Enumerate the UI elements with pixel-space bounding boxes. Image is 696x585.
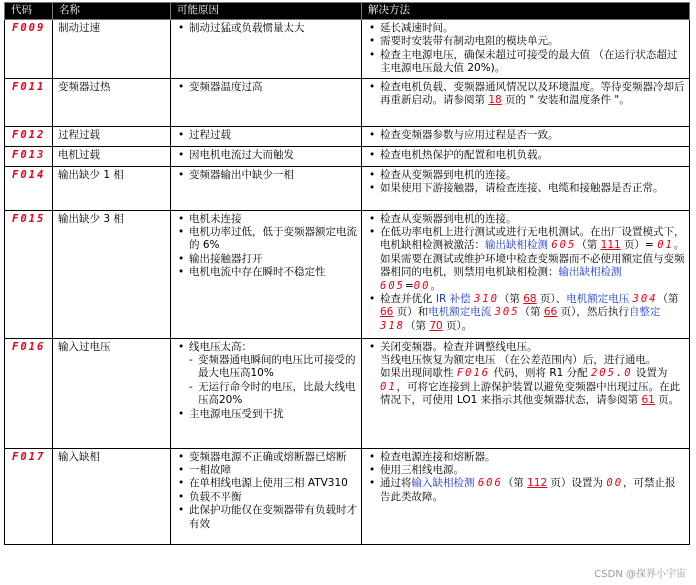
text: （第 bbox=[519, 306, 544, 319]
fault-code-cell bbox=[5, 448, 53, 544]
param-value: 00 bbox=[606, 477, 624, 490]
fault-code-cell bbox=[5, 210, 53, 338]
cause-item: • 负载不平衡 bbox=[176, 491, 357, 504]
table-row bbox=[5, 20, 690, 79]
text: 页）、 bbox=[536, 293, 567, 306]
param-link[interactable]: 自整定 bbox=[628, 306, 661, 319]
table-header bbox=[5, 3, 690, 20]
cause-cell bbox=[171, 78, 362, 126]
fault-code: F009 bbox=[12, 22, 46, 34]
param-code: 305 bbox=[494, 306, 520, 319]
fault-table bbox=[4, 2, 690, 545]
cause-item: • 主电源电压受到干扰 bbox=[176, 408, 357, 421]
solution-item: • 检查主电源电压，确保未超过可接受的最大值 （在运行状态超过主电源电压最大值 20%)。 bbox=[367, 49, 685, 76]
param-code: 205.0 bbox=[590, 367, 633, 380]
cause-item: • 变频器温度过高 bbox=[176, 81, 357, 94]
text: 在低功率电机上进行测试或进行无电机测试。在出厂设置模式下，电机缺相检测被激活： bbox=[380, 226, 685, 252]
text: 再重新启动。请参阅第 bbox=[380, 94, 489, 107]
cause-item: • 在单相线电源上使用三相 ATV310 bbox=[176, 477, 357, 490]
watermark: CSDN @探界小宇宙 bbox=[594, 569, 686, 580]
text: 页。 bbox=[654, 394, 680, 407]
solution-item bbox=[367, 477, 685, 504]
cause-item: • 过程过载 bbox=[176, 129, 357, 142]
page-link[interactable]: 66 bbox=[380, 306, 394, 319]
solution-item: • 关闭变频器。检查并调整线电压。 bbox=[367, 341, 685, 354]
header-code: 代码 bbox=[5, 3, 53, 20]
solution-cell bbox=[362, 338, 690, 448]
solution-item: • 如果使用下游接触器，请检查连接、电缆和接触器是否正常。 bbox=[367, 182, 685, 195]
fault-code-cell bbox=[5, 20, 53, 79]
solution-item bbox=[367, 226, 685, 293]
param-link[interactable]: IR 补偿 bbox=[435, 293, 471, 306]
cause-item: • 电机未连接 bbox=[176, 213, 357, 226]
param-code: 318 bbox=[380, 319, 405, 332]
table-row bbox=[5, 166, 690, 210]
fault-code: F016 bbox=[12, 340, 46, 353]
cause-item: • 线电压太高： bbox=[176, 341, 357, 354]
cause-item: • 变频器电源不正确或熔断器已熔断 bbox=[176, 451, 357, 464]
header-name: 名称 bbox=[53, 3, 171, 20]
solution-cell bbox=[362, 448, 690, 544]
text: 。如果需要在测试或维护环境中检查变频器而不必使用额定值与变频器相同的电机，则禁用电机缺相检测： bbox=[380, 239, 685, 279]
fault-code-cell bbox=[5, 126, 53, 146]
param-link[interactable]: 输出缺相检测 bbox=[485, 239, 548, 252]
page-link[interactable]: 70 bbox=[429, 319, 443, 332]
text: （第 bbox=[576, 239, 601, 252]
text: 通过将 bbox=[380, 477, 412, 490]
text: 页）设置为 bbox=[547, 477, 607, 490]
solution-item: • 检查电机负载、变频器通风情况以及环境温度。等待变频器冷却后 bbox=[367, 81, 685, 94]
param-code: 606 bbox=[477, 477, 503, 490]
fault-code: F011 bbox=[12, 80, 46, 93]
cause-cell bbox=[171, 146, 362, 166]
param-link[interactable]: 输出缺相检测 bbox=[558, 266, 622, 279]
param-code: 310 bbox=[473, 293, 499, 306]
fault-code-cell bbox=[5, 146, 53, 166]
text: 设置为 bbox=[632, 367, 668, 380]
cause-cell bbox=[171, 448, 362, 544]
text: ，可禁止报告此类故障。 bbox=[380, 477, 676, 503]
table-row bbox=[5, 78, 690, 126]
cause-item: • 变频器输出中缺少一相 bbox=[176, 169, 357, 182]
solution-cell bbox=[362, 210, 690, 338]
param-code: 304 bbox=[632, 293, 658, 306]
fault-code-cell bbox=[5, 338, 53, 448]
param-value: 01 bbox=[657, 239, 674, 252]
text: 如果出现间歇性 bbox=[380, 367, 457, 380]
solution-cell bbox=[362, 126, 690, 146]
fault-code: F015 bbox=[12, 212, 46, 225]
text: 页）= bbox=[620, 239, 658, 252]
header-cause: 可能原因 bbox=[171, 3, 362, 20]
page-link[interactable]: 111 bbox=[600, 239, 621, 252]
fault-name: 输入过电压 bbox=[53, 338, 171, 448]
text: （第 bbox=[502, 477, 528, 490]
text: （第 bbox=[498, 293, 524, 306]
cause-subitem: - 变频器通电瞬间的电压比可接受的最大电压高10% bbox=[176, 354, 357, 381]
page-link[interactable]: 18 bbox=[488, 94, 502, 107]
page-link[interactable]: 112 bbox=[527, 477, 548, 490]
solution-item: • 检查变频器参数与应用过程是否一致。 bbox=[367, 129, 685, 142]
cause-item: • 因电机电流过大而触发 bbox=[176, 149, 357, 162]
param-link[interactable]: 输入缺相检测 bbox=[411, 477, 475, 490]
solution-cell bbox=[362, 166, 690, 210]
table-row bbox=[5, 338, 690, 448]
param-link[interactable]: 电机额定电压 bbox=[566, 293, 630, 306]
cause-subitem: - 无运行命令时的电压，比最大线电压高20% bbox=[176, 381, 357, 408]
cause-item: • 电机功率过低，低于变频器额定电流的 6% bbox=[176, 226, 357, 253]
text: 检查并优化 bbox=[380, 293, 436, 306]
fault-name: 制动过速 bbox=[53, 20, 171, 79]
cause-cell bbox=[171, 166, 362, 210]
fault-code: F017 bbox=[12, 450, 46, 463]
text: = bbox=[404, 279, 414, 292]
solution-item bbox=[367, 367, 685, 407]
text: 代码，则将 R1 分配 bbox=[490, 367, 591, 380]
solution-item: • 使用三相线电源。 bbox=[367, 464, 685, 477]
param-value: 01 bbox=[380, 380, 397, 393]
cause-cell bbox=[171, 126, 362, 146]
fault-name: 变频器过热 bbox=[53, 78, 171, 126]
cause-cell bbox=[171, 338, 362, 448]
solution-item: • 需要时安装带有制动电阻的模块单元。 bbox=[367, 35, 685, 48]
text: 页）。 bbox=[442, 319, 473, 332]
cause-cell bbox=[171, 20, 362, 79]
solution-item: 当线电压恢复为额定电压 （在公差范围内）后，进行通电。 bbox=[380, 354, 657, 367]
text: （第 bbox=[404, 319, 430, 332]
cause-item: • 此保护功能仅在变频器带有负载时才有效 bbox=[176, 504, 357, 531]
param-code: 605 bbox=[380, 279, 405, 292]
header-solution: 解决方法 bbox=[362, 3, 690, 20]
fault-code-cell bbox=[5, 166, 53, 210]
solution-item bbox=[367, 293, 685, 333]
text: （第 bbox=[657, 293, 679, 306]
fault-name: 电机过载 bbox=[53, 146, 171, 166]
solution-cell bbox=[362, 146, 690, 166]
text: 页）和 bbox=[393, 306, 429, 319]
text: 。 bbox=[430, 279, 441, 292]
page-link[interactable]: 61 bbox=[641, 394, 655, 407]
fault-code: F013 bbox=[12, 148, 46, 161]
solution-item: • 检查电源连接和熔断器。 bbox=[367, 451, 685, 464]
fault-name: 过程过载 bbox=[53, 126, 171, 146]
fault-name: 输出缺少 3 相 bbox=[53, 210, 171, 338]
param-value: 00 bbox=[413, 279, 431, 292]
cause-item: • 制动过猛或负载惯量太大 bbox=[176, 22, 357, 35]
cause-item: • 电机电流中存在瞬时不稳定性 bbox=[176, 266, 357, 279]
text: ，可将它连接到上游保护装置以避免变频器中出现过压。在此情况下，可使用 LO1 来指示其他变频器状态，请参阅第 bbox=[380, 380, 681, 407]
text: 页的 " 安装和温度条件 "。 bbox=[501, 94, 630, 107]
cause-item: • 一相故障 bbox=[176, 464, 357, 477]
fault-code: F014 bbox=[12, 168, 46, 181]
fault-name: 输出缺少 1 相 bbox=[53, 166, 171, 210]
table-row bbox=[5, 448, 690, 544]
table-row bbox=[5, 126, 690, 146]
solution-cell bbox=[362, 78, 690, 126]
text: 页），然后执行 bbox=[557, 306, 629, 319]
page-link[interactable]: 68 bbox=[523, 293, 537, 306]
fault-code: F012 bbox=[12, 128, 46, 141]
solution-item: • 延长减速时间。 bbox=[367, 22, 685, 35]
param-link[interactable]: 电机额定电流 bbox=[428, 306, 492, 319]
fault-code-ref: F016 bbox=[456, 367, 491, 380]
fault-name: 输入缺相 bbox=[53, 448, 171, 544]
solution-item bbox=[367, 94, 685, 107]
table-row bbox=[5, 146, 690, 166]
solution-cell bbox=[362, 20, 690, 79]
solution-item: • 检查从变频器到电机的连接。 bbox=[367, 213, 685, 226]
solution-item: • 检查从变频器到电机的连接。 bbox=[367, 169, 685, 182]
fault-code-cell bbox=[5, 78, 53, 126]
cause-cell bbox=[171, 210, 362, 338]
cause-item: • 输出接触器打开 bbox=[176, 253, 357, 266]
param-code: 605 bbox=[551, 239, 577, 252]
page-link[interactable]: 66 bbox=[543, 306, 558, 319]
solution-item: • 检查电机热保护的配置和电机负载。 bbox=[367, 149, 685, 162]
table-row bbox=[5, 210, 690, 338]
